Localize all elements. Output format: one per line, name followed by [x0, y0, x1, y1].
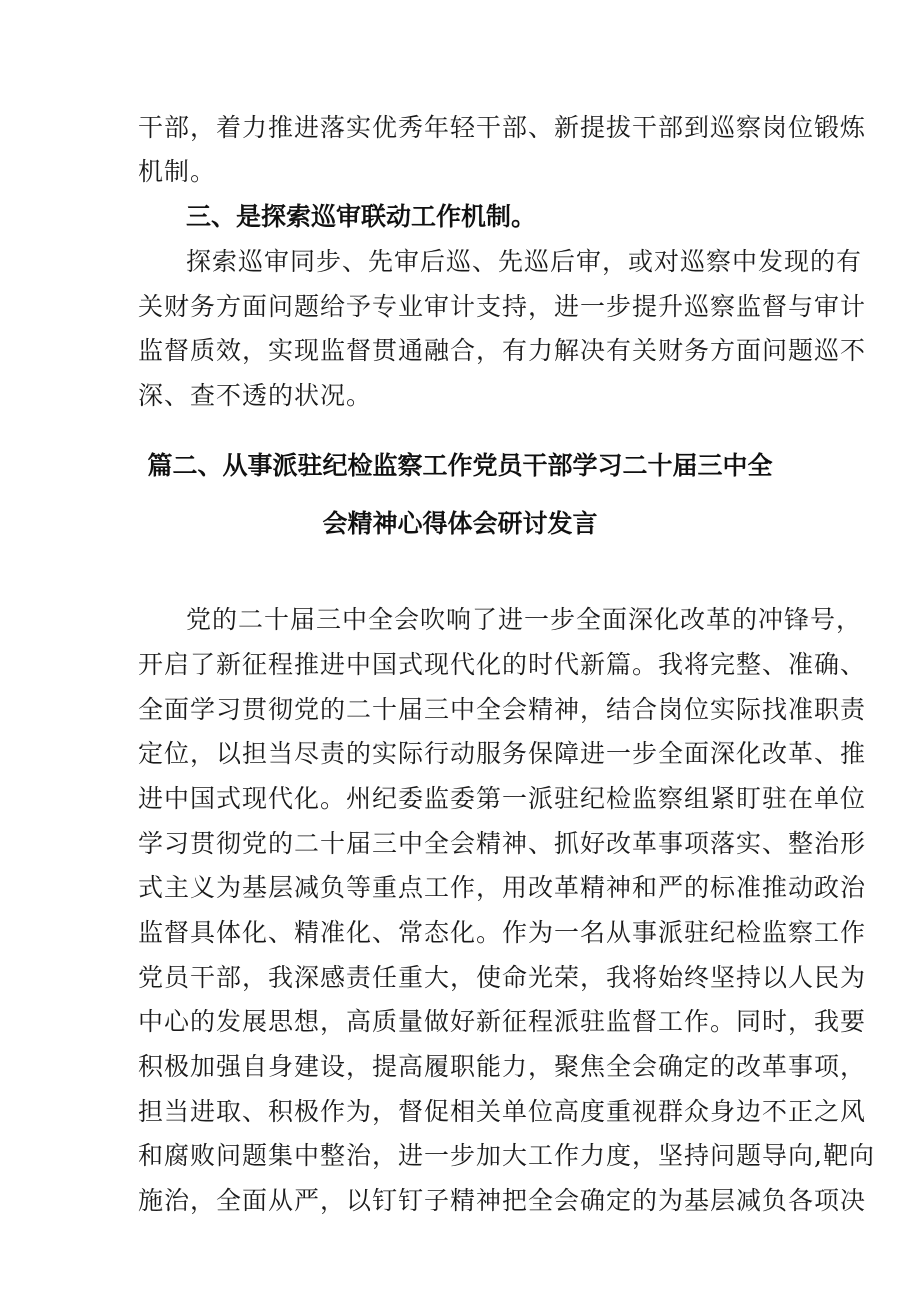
text-line: 和腐败问题集中整治，进一步加大工作力度，坚持问题导向,靶向	[138, 1141, 875, 1170]
text-line: 干部，着力推进落实优秀年轻干部、新提拔干部到巡察岗位锻炼	[138, 113, 867, 142]
text-line: 积极加强自身建设，提高履职能力，聚焦全会确定的改革事项，	[138, 1052, 867, 1081]
text-line: 全面学习贯彻党的二十届三中全会精神，结合岗位实际找准职责	[138, 695, 867, 724]
text-line: 关财务方面问题给予专业审计支持，进一步提升巡察监督与审计	[138, 292, 867, 321]
text-line: 施治，全面从严，以钉钉子精神把全会确定的为基层减负各项决	[138, 1186, 867, 1215]
text-line: 学习贯彻党的二十届三中全会精神、抓好改革事项落实、整治形	[138, 829, 867, 858]
text-line: 定位，以担当尽责的实际行动服务保障进一步全面深化改革、推	[138, 739, 867, 768]
text-line: 机制。	[138, 157, 217, 186]
text-line: 式主义为基层减负等重点工作，用改革精神和严的标准推动政治	[138, 873, 867, 902]
text-line: 进中国式现代化。州纪委监委第一派驻纪检监察组紧盯驻在单位	[138, 784, 867, 813]
text-line: 党的二十届三中全会吹响了进一步全面深化改革的冲锋号，	[186, 605, 863, 634]
text-line: 党员干部，我深感责任重大，使命光荣，我将始终坚持以人民为	[138, 963, 867, 992]
text-line: 监督质效，实现监督贯通融合，有力解决有关财务方面问题巡不	[138, 336, 867, 365]
text-line: 深、查不透的状况。	[138, 381, 373, 410]
text-line: 担当进取、积极作为，督促相关单位高度重视群众身边不正之风	[138, 1097, 867, 1126]
text-line: 中心的发展思想，高质量做好新征程派驻监督工作。同时，我要	[138, 1007, 867, 1036]
text-line: 开启了新征程推进中国式现代化的时代新篇。我将完整、准确、	[138, 650, 867, 679]
text-line: 探索巡审同步、先审后巡、先巡后审，或对巡察中发现的有	[186, 247, 863, 276]
section-heading: 三、是探索巡审联动工作机制。	[186, 202, 537, 231]
article-title-line-2: 会精神心得体会研讨发言	[322, 509, 598, 538]
article-title-line-1: 篇二、从事派驻纪检监察工作党员干部学习二十届三中全	[147, 451, 773, 480]
text-line: 监督具体化、精准化、常态化。作为一名从事派驻纪检监察工作	[138, 918, 867, 947]
